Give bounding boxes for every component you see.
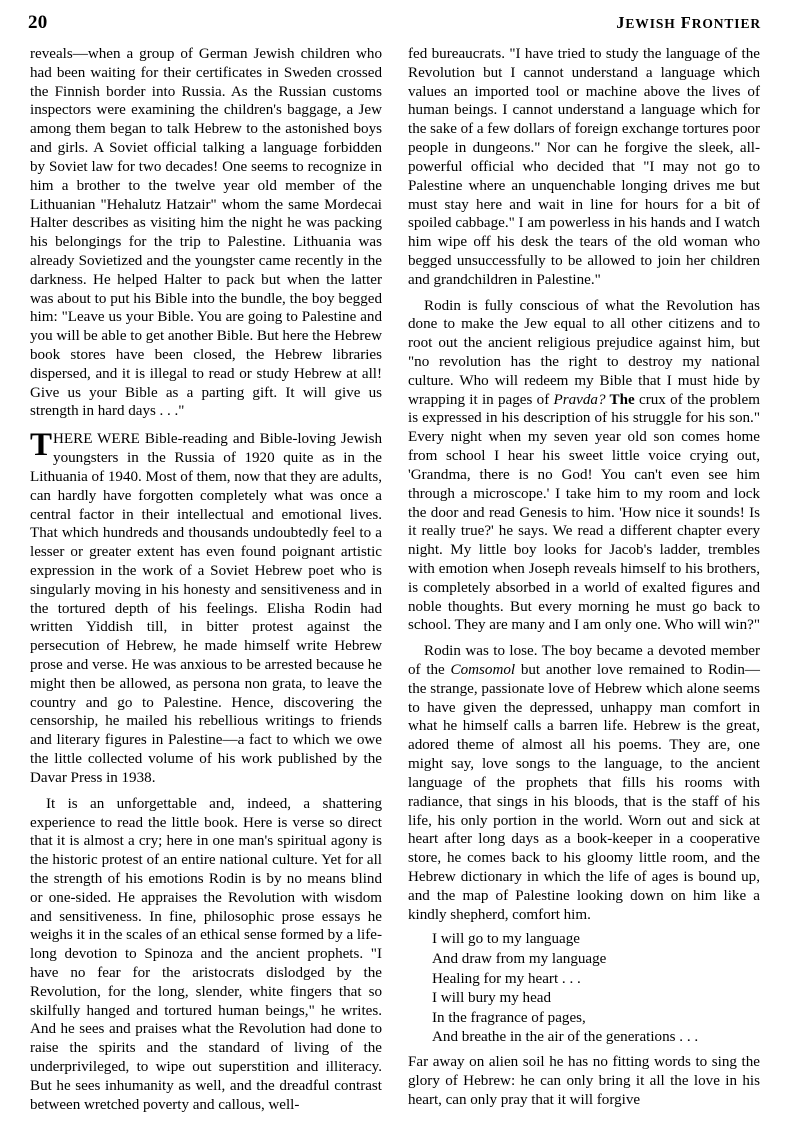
journal-title-ewish: EWISH [625,16,676,31]
paragraph-seg: Rodin was to lose. The boy became a devoted member of the [408,643,760,678]
two-column-body [30,45,761,1115]
paragraph: fed bureaucrats. "I have tried to study the language of the Revolution but I cannot understand a language which values an imported tool or machine above the lives of human beings. I cannot understand a language which for the sake of a few dollars of foreign exchange tortures poor people in dungeons." Nor can he forgive the sleek, all-powerful official who decided that "I may not go to Palestine where an unquenchable longing drives me but must stay here and wait in line for hours for a bit of spoiled cabbage." I am powerless in his hands and I watch him wipe off his desk the tears of the old woman who begged unsuccessfully to be allowed to join her children and grandchildren in Palestine." [408,46,760,288]
paragraph-seg-italic: Pravda? [553,391,606,408]
verse-line: I will go to my language [432,931,580,948]
drop-cap: T [30,427,53,464]
paragraph: reveals—when a group of German Jewish children who had been waiting for their certificates in Sweden crossed the Finnish border into Russia. As the Russian customs inspectors were examining the children's baggage, a Jew among them began to talk Hebrew to the astonished boys and girls. A Soviet official talking a language forbidden by Soviet law for two decades! One seems to recognize in him a brother to the twelve year old member of the Lithuanian "Hehalutz Hatzair" whom the same Mordecai Halter describes as visiting him the night he was packing his belongings for the trip to Palestine. Lithuania was already Sovietized and the youngster came recently in the darkness. He helped Halter to pack but when the latter was about to put his Bible into the bundle, the boy begged him: "Leave us your Bible. You are going to Palestine and you will be able to get another Bible. But here the Hebrew book stores have been closed, the Hebrew libraries dispersed, and it is illegal to read or study Hebrew at all! Give us your Bible as a parting gift. It will give us strength in hard days . . ." [30,46,382,420]
right-column [408,45,760,1115]
journal-title [616,13,761,33]
paragraph-seg: Rodin is fully conscious of what the Revolution has done to make the Jew equal to all other citizens and to root out the ancient religious prejudice against him, but "no revolution has the right to destroy my national culture. Who will redeem my Bible that I must hide by wrapping it in pages of [408,297,760,408]
dropcap-paragraph [30,427,382,787]
verse-block [408,930,760,1048]
verse-line: I will bury my head [432,990,552,1007]
verse-line: And breathe in the air of the generations . . . [432,1029,699,1046]
running-head [28,12,761,34]
journal-title-rontier: RONTIER [691,16,761,31]
paragraph-seg-italic: Comsomol [450,662,516,678]
verse-line: And draw from my language [432,950,607,967]
page-number: 20 [28,12,48,33]
paragraph-seg: crux of the problem is expressed in his description of his struggle for his son." Every night when my seven year old son comes home from school I hear his sweet little voice crying out, 'Grandma, there is no God! You can't even see him through a microscope.' I take him to my room and lock the door and read Genesis to him. 'How nice it sounds! Is it really true?' he says. We read a different chapter every night. My little boy looks for Jacob's ladder, trembles with emotion when Joseph reveals himself to his brothers, is completely absorbed in a world of exalted figures and noble thoughts. But every morning he must go back to school. They are many and I am only one. Who will win?" [408,391,760,634]
paragraph: Far away on alien soil he has no fitting words to sing the glory of Hebrew: he can only bring it all the love in his heart, can only pray that it will forgive [408,1054,760,1108]
journal-title-f: F [680,13,692,32]
paragraph: It is an unforgettable and, indeed, a shattering experience to read the little book. Here is verse so direct that it is almost a cry; here in one man's spiritual agony is the historic protest of an entire national culture. Yet for all the strength of his emotions Rodin is by no means blind or one-sided. He appraises the Revolution with wisdom and sensitiveness. In fine, philosophic prose essays he weighs it in the scales of an ethical sense formed by a life-long devotion to Spinoza and the ancient prophets. "I have no fear for the aristocrats dislodged by the Revolution, for the long, slender, white fingers that so skilfully hanged and tortured human beings," he writes. And he sees and praises what the Revolution had done to raise the spirits and the standard of living of the underprivileged, to wipe out superstition and illiteracy. But he sees inhumanity as well, and the dreadful contrast between wretched poverty and callous, well- [30,795,382,1113]
paragraph-seg-bold: The [605,391,635,408]
verse-line: In the fragrance of pages, [432,1009,586,1026]
paragraph-text: HERE WERE Bible-reading and Bible-loving Jewish youngsters in the Russia of 1920 quite as in the Lithuania of 1940. Most of them, now that they are adults, can hardly have forgotten completely what was once a central factor in their intellectual and emotional lives. That which hundreds and thousands undoubtedly feel to a lesser or greater extent has even found poignant artistic expression in the work of a Soviet Hebrew poet who is singularly moving in his honesty and sensitiveness and in the tortured depth of his feelings. Elisha Rodin had written Yiddish till, in bitter protest against the persecution of Hebrew, he made himself write Hebrew prose and verse. He was anxious to be arrested because he might then be allowed, as persona non grata, to leave the country and go to Palestine. Hence, discovering the censorship, he mailed his rebellious writings to friends and literary figures in Palestine—a fact to which we owe the little collected volume of his work published by the Davar Press in 1938. [30,431,382,786]
left-column [30,45,382,1115]
paragraph-with-dropcap [30,427,382,787]
paragraph [408,642,760,924]
journal-title-j: J [616,13,626,32]
paragraph [408,297,760,636]
paragraph-seg: but another love remained to Rodin—the strange, passionate love of Hebrew which alone seems to have given the depressed, unhappy man comfort in what he himself calls a barren life. Hebrew is the great, adored theme of almost all his poems. They are, one might say, love songs to the language, to the ancient language of the prophets that fills his rooms with radiance, that sings in his bloods, that is the staff of his life, his only portion in the world. Worn out and sick at heart after long days as a book-keeper in a cooperative store, he comes back to his gloomy little room, and the Hebrew dictionary in which the life of ages is bound up, and the map of Palestine looking down on him like a kindly shepherd, comfort him. [408,662,760,923]
verse-line: Healing for my heart . . . [432,970,581,987]
